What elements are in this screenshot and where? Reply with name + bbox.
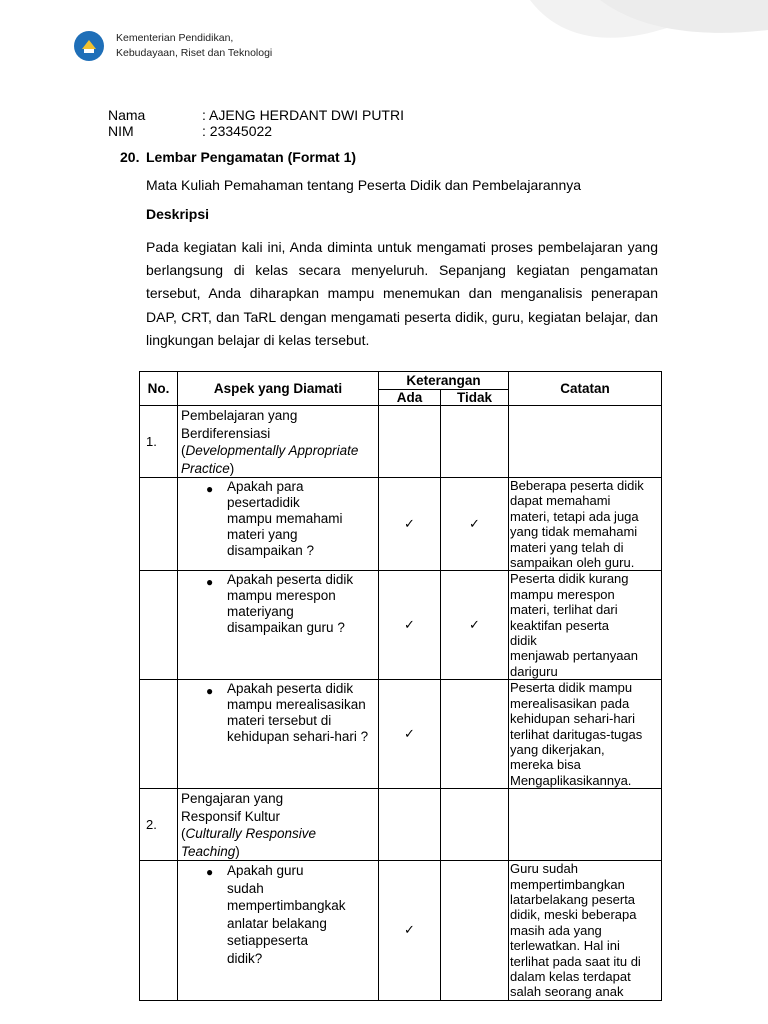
question-line: setiappeserta	[227, 933, 309, 949]
question-line: materi yang	[227, 527, 298, 542]
question-line: sudah	[227, 880, 264, 896]
tidak-checkmark-icon: ✓	[441, 571, 509, 680]
student-identity	[108, 107, 404, 139]
tut-wuri-handayani-logo-icon	[74, 31, 104, 61]
category-line: Responsif Kultur	[181, 808, 281, 824]
ministry-name-line1: Kementerian Pendidikan,	[116, 32, 234, 44]
question-line: mampu merealisasikan	[227, 697, 366, 713]
question-line: mempertimbangkak	[227, 898, 346, 914]
ada-checkmark-icon: ✓	[379, 571, 441, 680]
note-line: dapat memahami	[510, 493, 611, 509]
category-title	[178, 789, 379, 861]
note-line: terlewatkan. Hal ini	[510, 938, 620, 954]
category-line: Berdiferensiasi	[181, 425, 271, 441]
header-keterangan: Keterangan	[379, 372, 509, 390]
question-line: Apakah peserta didik	[227, 572, 354, 588]
question-line: materi tersebut di	[227, 713, 332, 729]
question-line: mampu memahami	[227, 511, 343, 526]
no-cell	[140, 478, 178, 571]
note-line: mempertimbangkan	[510, 876, 625, 892]
note-line: masih ada yang	[510, 922, 602, 938]
note-line: salah seorang anak	[510, 984, 624, 1000]
note-line: didik	[510, 633, 537, 649]
nim-value: : 23345022	[202, 123, 273, 139]
note-line: Beberapa peserta didik	[510, 478, 644, 493]
question-line: Apakah guru	[227, 863, 304, 879]
name-value: : AJENG HERDANT DWI PUTRI	[202, 107, 404, 123]
note-line: latarbelakang peserta	[510, 891, 636, 907]
name-label: Nama	[108, 107, 146, 123]
no-cell	[140, 680, 178, 789]
header-tidak: Tidak	[441, 390, 509, 406]
header-catatan: Catatan	[509, 372, 662, 406]
question-row	[140, 861, 662, 1001]
description-title: Deskripsi	[146, 206, 210, 222]
tidak-cell	[441, 406, 509, 478]
tidak-cell	[441, 789, 509, 861]
category-title	[178, 406, 379, 478]
note-line: mampu merespon	[510, 586, 615, 602]
note-line: dariguru	[510, 663, 558, 679]
note-line: Peserta didik kurang	[510, 571, 629, 587]
header-ada: Ada	[379, 390, 441, 406]
header-no: No.	[140, 372, 178, 406]
ada-cell	[379, 406, 441, 478]
category-row	[140, 789, 662, 861]
catatan-cell	[509, 789, 662, 861]
observation-table	[139, 371, 662, 1001]
note-line: didik, meski beberapa	[510, 907, 637, 923]
bullet-icon: ●	[206, 684, 214, 699]
note-line: Guru sudah	[510, 861, 578, 877]
question-line: disampaikan ?	[227, 543, 315, 558]
note-line: materi, terlihat dari	[510, 602, 618, 618]
category-row	[140, 406, 662, 478]
question-line: mampu merespon	[227, 588, 336, 604]
note-line: terlihat daritugas-tugas	[510, 726, 643, 742]
question-line: kehidupan sehari-hari ?	[227, 729, 369, 745]
question-line: pesertadidik	[227, 495, 300, 510]
category-number: 1.	[140, 406, 178, 478]
catatan-cell	[509, 406, 662, 478]
question-row	[140, 571, 662, 680]
catatan-cell	[509, 861, 662, 1001]
catatan-cell	[509, 680, 662, 789]
no-cell	[140, 861, 178, 1001]
tidak-cell	[441, 680, 509, 789]
note-line: terlihat pada saat itu di	[510, 953, 641, 969]
bullet-icon: ●	[206, 865, 214, 880]
question-cell	[178, 478, 379, 571]
paren: (	[181, 826, 186, 842]
category-line: Pengajaran yang	[181, 791, 284, 807]
section-heading	[120, 149, 356, 165]
paren: (	[181, 443, 186, 458]
note-line: materi, tetapi ada juga	[510, 508, 639, 524]
question-line: anlatar belakang	[227, 915, 327, 931]
question-line: Apakah peserta didik	[227, 681, 354, 697]
category-italic: Culturally Responsive Teaching	[181, 826, 317, 859]
question-row	[140, 680, 662, 789]
question-cell	[178, 571, 379, 680]
nim-label: NIM	[108, 123, 134, 139]
note-line: merealisasikan pada	[510, 695, 630, 711]
question-line: didik?	[227, 950, 263, 966]
paren: )	[235, 843, 240, 859]
bullet-icon: ●	[206, 575, 214, 590]
note-line: sampaikan oleh guru.	[510, 555, 635, 571]
question-cell	[178, 861, 379, 1001]
catatan-cell	[509, 478, 662, 571]
header-aspect: Aspek yang Diamati	[178, 372, 379, 406]
ada-checkmark-icon: ✓	[379, 478, 441, 571]
note-line: yang tidak memahami	[510, 524, 638, 540]
note-line: Mengaplikasikannya.	[510, 772, 632, 788]
note-line: Peserta didik mampu	[510, 680, 633, 696]
ministry-name-line2: Kebudayaan, Riset dan Teknologi	[116, 47, 273, 59]
question-line: materiyang	[227, 604, 294, 620]
note-line: mereka bisa	[510, 757, 581, 773]
section-number: 20.	[120, 149, 140, 165]
course-title: Mata Kuliah Pemahaman tentang Peserta Didik dan Pembelajarannya	[146, 177, 582, 193]
ada-checkmark-icon: ✓	[379, 861, 441, 1001]
no-cell	[140, 571, 178, 680]
ada-checkmark-icon: ✓	[379, 680, 441, 789]
ada-cell	[379, 789, 441, 861]
note-line: keaktifan peserta	[510, 617, 610, 633]
category-number: 2.	[140, 789, 178, 861]
ministry-logo	[74, 31, 272, 61]
tidak-cell	[441, 861, 509, 1001]
section-title: Lembar Pengamatan (Format 1)	[146, 149, 357, 165]
category-italic: Developmentally Appropriate Practice	[181, 443, 359, 476]
note-line: kehidupan sehari-hari	[510, 711, 636, 727]
paren: )	[229, 460, 235, 476]
category-line: Pembelajaran yang	[181, 408, 298, 423]
question-line: disampaikan guru ?	[227, 620, 345, 636]
note-line: dalam kelas terdapat	[510, 968, 631, 984]
tidak-checkmark-icon: ✓	[441, 478, 509, 571]
question-line: Apakah para	[227, 479, 304, 494]
catatan-cell	[509, 571, 662, 680]
note-line: materi yang telah di	[510, 539, 624, 555]
question-cell	[178, 680, 379, 789]
bullet-icon: ●	[206, 482, 214, 496]
note-line: yang dikerjakan,	[510, 741, 605, 757]
note-line: menjawab pertanyaan	[510, 648, 638, 664]
question-row	[140, 478, 662, 571]
description-paragraph: Pada kegiatan kali ini, Anda diminta untuk mengamati proses pembelajaran yang berlangsung di kelas secara menyeluruh. Sepanjang kegiatan pengamatan tersebut, Anda diharapkan mampu menemukan dan menganalisis penerapan DAP, CRT, dan TaRL dengan mengamati peserta didik, guru, kegiatan belajar, dan lingkungan belajar di kelas tersebut.	[146, 239, 658, 348]
